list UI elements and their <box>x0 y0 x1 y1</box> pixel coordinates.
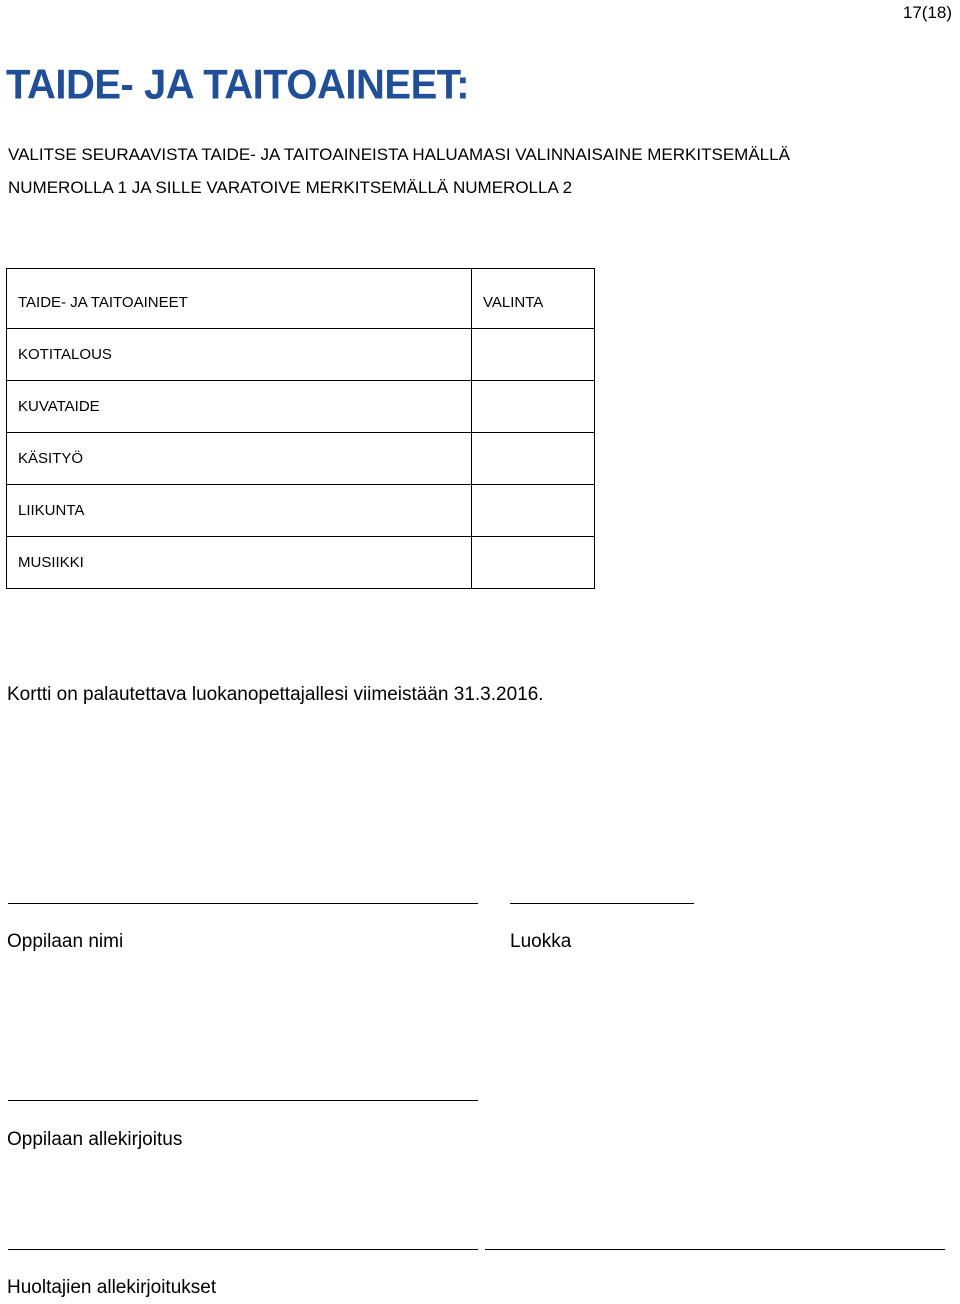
subject-cell: MUSIIKKI <box>7 537 472 589</box>
choice-cell[interactable] <box>472 485 595 537</box>
guardian-signatures-label: Huoltajien allekirjoitukset <box>7 1277 217 1298</box>
page-number: 17(18) <box>902 3 952 22</box>
header-choice: VALINTA <box>472 269 595 329</box>
table-row <box>7 381 595 433</box>
page-title: TAIDE- JA TAITOAINEET: <box>6 61 470 109</box>
table-row <box>7 537 595 589</box>
student-signature-line[interactable] <box>8 1100 478 1101</box>
table-header-row <box>7 269 595 329</box>
student-signature-label: Oppilaan allekirjoitus <box>7 1129 183 1150</box>
instructions-line-2: NUMEROLLA 1 JA SILLE VARATOIVE MERKITSEMÄLLÄ NUMEROLLA 2 <box>8 178 573 197</box>
subject-cell: KOTITALOUS <box>7 329 472 381</box>
deadline-note: Kortti on palautettava luokanopettajallesi viimeistään 31.3.2016. <box>7 684 544 705</box>
choice-cell[interactable] <box>472 433 595 485</box>
subject-cell: LIIKUNTA <box>7 485 472 537</box>
guardian-signature-line-2[interactable] <box>485 1249 945 1250</box>
choice-cell[interactable] <box>472 329 595 381</box>
class-label: Luokka <box>510 931 572 952</box>
table-row <box>7 329 595 381</box>
subject-choice-table <box>6 268 595 589</box>
subject-cell: KUVATAIDE <box>7 381 472 433</box>
instructions-line-1: VALITSE SEURAAVISTA TAIDE- JA TAITOAINEISTA HALUAMASI VALINNAISAINE MERKITSEMÄLLÄ <box>8 145 790 164</box>
guardian-signature-line-1[interactable] <box>8 1249 478 1250</box>
class-line[interactable] <box>510 903 694 904</box>
instructions <box>8 138 948 204</box>
header-subjects: TAIDE- JA TAITOAINEET <box>7 269 472 329</box>
student-name-line[interactable] <box>8 903 478 904</box>
student-name-label: Oppilaan nimi <box>7 931 124 952</box>
choice-cell[interactable] <box>472 381 595 433</box>
table-row <box>7 433 595 485</box>
table-row <box>7 485 595 537</box>
choice-cell[interactable] <box>472 537 595 589</box>
subject-cell: KÄSITYÖ <box>7 433 472 485</box>
